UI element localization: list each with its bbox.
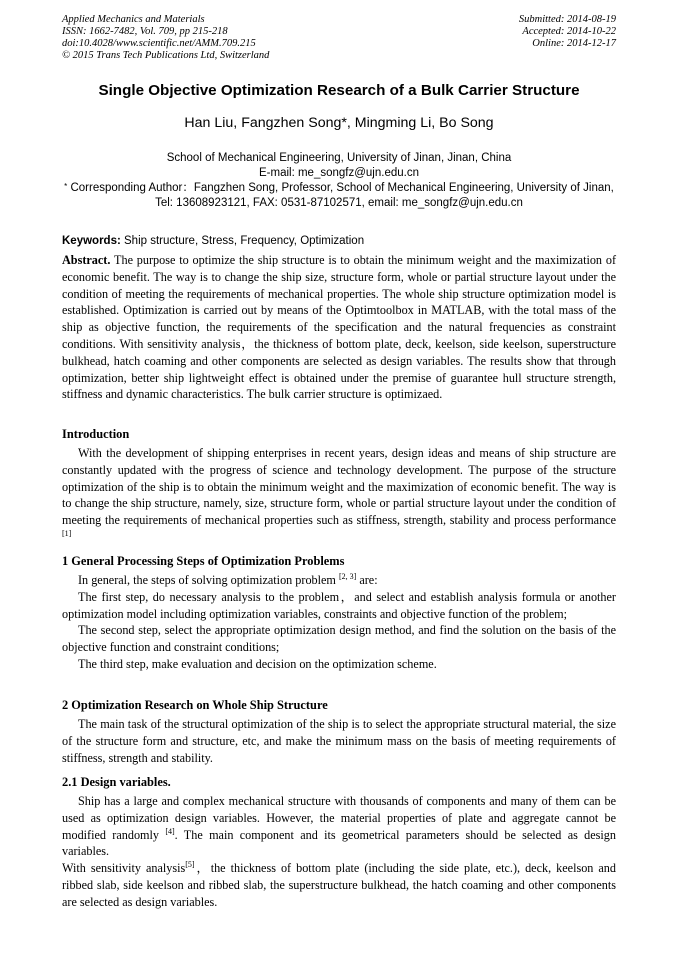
introduction-heading: Introduction xyxy=(62,427,130,441)
accepted-date: Accepted: 2014-10-22 xyxy=(522,26,616,37)
journal-name: Applied Mechanics and Materials xyxy=(62,14,205,25)
corresponding-star: * xyxy=(64,182,68,191)
section21-heading: 2.1 Design variables. xyxy=(62,775,171,789)
publication-dates xyxy=(519,14,616,50)
citation-ref: [1] xyxy=(62,528,72,538)
keywords-text: Ship structure, Stress, Frequency, Optimization xyxy=(124,235,365,247)
online-date: Online: 2014-12-17 xyxy=(532,38,616,49)
section21-body: Ship has a large and complex mechanical structure with thousands of components and many of them can be used as optimization design variables. However, the material properties of plate and aggregate cannot be modified randomly [4]. The main component and its geometrical parameters should be selected as design variables. With sensitivity analysis[5]，the thickness of bottom plate (including the side plate, etc.), deck, keelson and ribbed slab, side keelson and ribbed slab, the superstructure bulkhead, the hatch coaming and other components are selected as design variables. xyxy=(62,794,616,909)
school-line: School of Mechanical Engineering, University of Jinan, Jinan, China xyxy=(166,152,512,164)
introduction-body xyxy=(62,445,616,546)
submitted-date: Submitted: 2014-08-19 xyxy=(518,14,616,25)
citation-ref: [5] xyxy=(185,860,195,870)
keywords-label: Keywords: xyxy=(62,235,121,247)
section2-body: The main task of the structural optimization of the ship is to select the appropriate structural material, the size of the structure form and structure, etc, and make the minimum mass on the basis of meeting requirements of stiffness, strength and stability. xyxy=(62,717,616,765)
section2-heading: 2 Optimization Research on Whole Ship Structure xyxy=(62,698,328,712)
contact-line: Tel: 13608923121, FAX: 0531-87102571, email: me_songfz@ujn.edu.cn xyxy=(155,197,523,209)
corresponding-author: * Corresponding Author：Fangzhen Song, Professor, School of Mechanical Engineering, University of Jinan, xyxy=(64,182,614,194)
citation-ref: [4] xyxy=(165,826,175,836)
abstract-text: The purpose to optimize the ship structure is to obtain the minimum weight and the maximization of economic benefit. The way is to change the ship size, structure form, whole or partial structure layout under the condition of meeting the requirements of mechanical properties. The whole ship structure optimization model is established. Optimization is carried out by means of the Optimtoolbox in MATLAB, with the total mass of the ship as objective function, the requirements of the specification and the natural frequencies as constraint conditions. With sensitivity analysis，the thickness of bottom plate, deck, keelson, side keelson, superstructure bulkhead, hatch coaming and other components are selected as design variables. The results show that through optimization, better ship lightweight effect is obtained under the premise of guarantee hull structure strength, stiffness and dynamic characteristics. The bulk carrier structure is optimizaed. xyxy=(62,253,617,402)
email-line: E-mail: me_songfz@ujn.edu.cn xyxy=(259,167,419,179)
step-three: The third step, make evaluation and decision on the optimization scheme. xyxy=(78,656,437,671)
abstract xyxy=(62,252,616,403)
step-one: The first step, do necessary analysis to the problem，and select and establish analysis formula or another optimization model including optimization variables, constraints and objective function of the problem; xyxy=(62,589,616,621)
citation-ref: [2, 3] xyxy=(338,572,357,581)
introduction-text: With the development of shipping enterprises in recent years, design ideas and means of ship structure are constantly updated with the progress of science and technology development. The purpose of the structure optimization of the ship is to obtain the minimum weight and the maximization of economic benefit. The way is to change the ship structure, namely, size, structure form, whole or partial structure layout under the condition of meeting the requirements of mechanical properties such as stiffness, strength, stability and process performance xyxy=(62,446,616,528)
journal-info xyxy=(62,14,269,62)
copyright-line: © 2015 Trans Tech Publications Ltd, Switzerland xyxy=(62,50,270,61)
step-two: The second step, select the appropriate optimization design method, and find the solution on the basis of the objective function and constraint conditions; xyxy=(62,623,616,655)
abstract-label: Abstract. xyxy=(62,253,111,267)
doi-line: doi:10.4028/www.scientific.net/AMM.709.215 xyxy=(62,38,256,49)
section1-body: In general, the steps of solving optimization problem [2, 3] are: The first step, do necessary analysis to the problem，and select and establish analysis formula or another optimization model including optimization variables, constraints and objective function of the problem; The second step, select the appropriate optimization design method, and find the solution on the basis of the objective function and constraint conditions; The third step, make evaluation and decision on the optimization scheme. xyxy=(62,572,616,671)
issn-line: ISSN: 1662-7482, Vol. 709, pp 215-218 xyxy=(62,26,228,37)
author-list: Han Liu, Fangzhen Song*, Mingming Li, Bo Song xyxy=(184,115,494,131)
affiliation-block xyxy=(62,151,616,211)
section1-heading: 1 General Processing Steps of Optimization Problems xyxy=(62,554,345,568)
paper-title: Single Objective Optimization Research of a Bulk Carrier Structure xyxy=(98,82,580,99)
keywords-line xyxy=(62,234,616,249)
